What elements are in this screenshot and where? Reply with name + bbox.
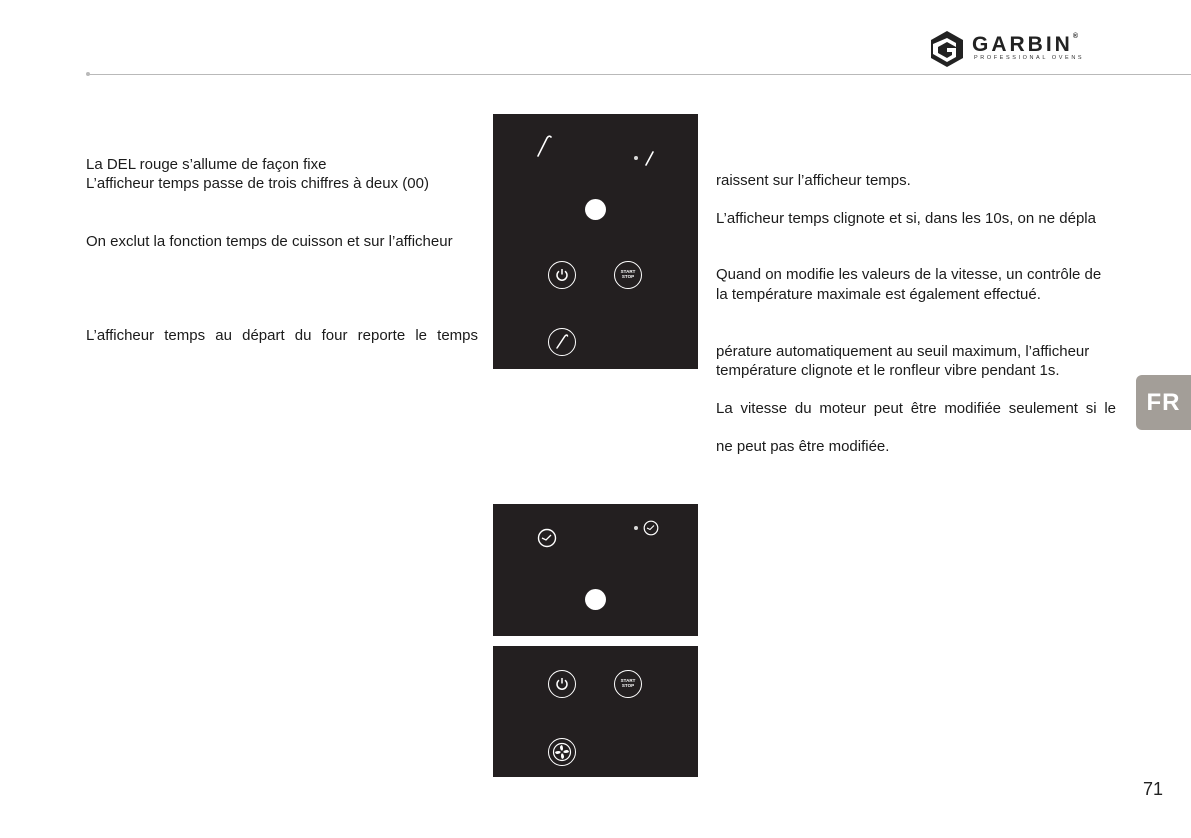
control-panel-fan [493,646,698,777]
right-text-line-5: pérature automatiquement au seuil maximum, l’afficheur [716,343,1090,360]
control-panel-probe [493,114,698,369]
control-knob[interactable] [585,589,606,610]
right-text-line-6: température clignote et le ronfleur vibre pendant 1s. [716,362,1060,379]
right-text-line-7: La vitesse du moteur peut être modifiée seulement si le [716,400,1116,417]
left-text-line-3: On exclut la fonction temps de cuisson et sur l’afficheur [86,233,453,250]
control-knob[interactable] [585,199,606,220]
power-button[interactable] [548,261,576,289]
left-text-line-1: La DEL rouge s’allume de façon fixe [86,156,327,173]
header-rule-dot [86,72,90,76]
brand-name: GARBIN® [972,33,1079,56]
power-button[interactable] [548,670,576,698]
left-text-line-4: L’afficheur temps au départ du four reporte le temps [86,327,478,344]
start-stop-button[interactable] [614,261,642,289]
probe-icon [643,149,657,167]
start-stop-button[interactable] [614,670,642,698]
right-text-line-3: Quand on modifie les valeurs de la vitesse, un contrôle de [716,266,1102,283]
clock-icon [537,528,557,548]
timer-led [634,526,638,530]
brand-tagline: PROFESSIONAL OVENS [974,55,1085,61]
control-panel-timer [493,504,698,636]
left-text-line-2: L’afficheur temps passe de trois chiffres à deux (00) [86,175,429,192]
power-icon [555,677,569,691]
brand-logo [928,30,1108,70]
right-text-line-8: ne peut pas être modifiée. [716,438,890,455]
page-number: 71 [1143,779,1164,799]
start-stop-label: START STOP [620,678,636,688]
fan-button[interactable] [548,738,576,766]
probe-icon [555,334,569,350]
garbin-logo-icon [928,30,966,68]
clock-icon [643,520,659,536]
fan-icon [552,742,572,762]
probe-led [634,156,638,160]
right-text-line-4: la température maximale est également effectué. [716,286,1041,303]
right-text-line-2: L’afficheur temps clignote et si, dans les 10s, on ne dépla [716,210,1096,227]
probe-icon [535,134,555,158]
start-stop-label: START STOP [620,269,636,279]
right-text-line-1: raissent sur l’afficheur temps. [716,172,911,189]
language-tab-fr[interactable]: FR [1136,375,1191,430]
probe-button[interactable] [548,328,576,356]
header-rule [88,74,1191,75]
power-icon [555,268,569,282]
